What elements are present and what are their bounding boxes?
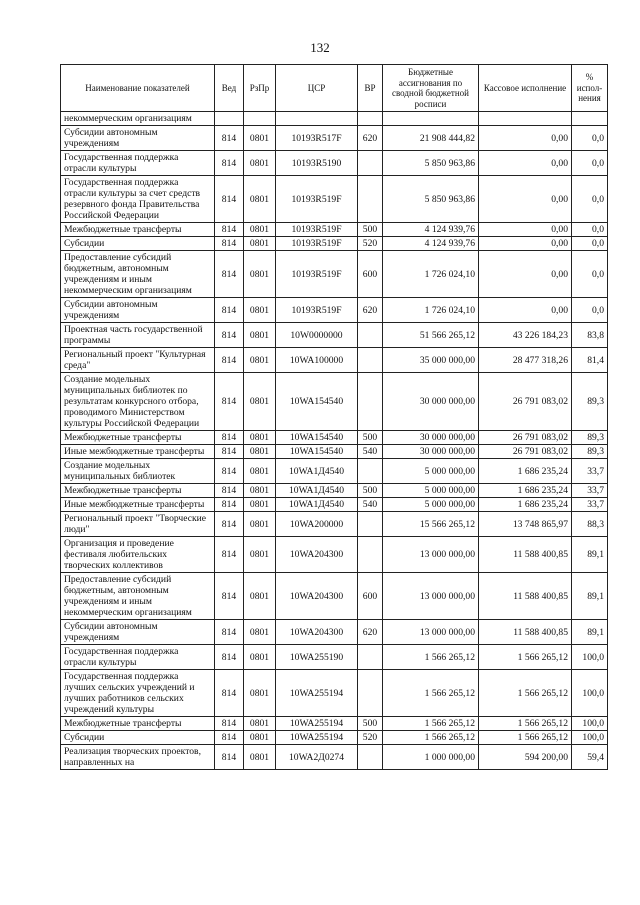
header-name: Наименование показателей bbox=[61, 65, 215, 112]
cell-rzpr: 0801 bbox=[244, 176, 276, 223]
cell-name: Государственная поддержка лучших сельских учреждений и лучших работников сельских учреждений культуры bbox=[61, 670, 215, 717]
cell-csr: 10193R519F bbox=[276, 176, 358, 223]
table-row bbox=[61, 537, 608, 573]
cell-percent: 0,0 bbox=[572, 176, 608, 223]
table-row bbox=[61, 237, 608, 251]
cell-ved: 814 bbox=[215, 645, 244, 670]
cell-assignments: 13 000 000,00 bbox=[383, 573, 479, 620]
cell-rzpr: 0801 bbox=[244, 237, 276, 251]
cell-assignments: 1 566 265,12 bbox=[383, 731, 479, 745]
cell-vr: 500 bbox=[358, 431, 383, 445]
cell-vr: 520 bbox=[358, 237, 383, 251]
cell-cash-execution: 28 477 318,26 bbox=[479, 348, 572, 373]
table-row bbox=[61, 126, 608, 151]
cell-ved: 814 bbox=[215, 323, 244, 348]
cell-assignments: 1 566 265,12 bbox=[383, 645, 479, 670]
cell-name: Государственная поддержка отрасли культуры bbox=[61, 151, 215, 176]
cell-cash-execution: 26 791 083,02 bbox=[479, 373, 572, 431]
cell-rzpr: 0801 bbox=[244, 670, 276, 717]
cell-csr: 10WA1Д4540 bbox=[276, 459, 358, 484]
cell-rzpr: 0801 bbox=[244, 223, 276, 237]
cell-ved: 814 bbox=[215, 431, 244, 445]
cell-name: Региональный проект "Культурная среда" bbox=[61, 348, 215, 373]
cell-ved: 814 bbox=[215, 484, 244, 498]
cell-csr: 10193R519F bbox=[276, 223, 358, 237]
cell-percent: 88,3 bbox=[572, 512, 608, 537]
cell-ved: 814 bbox=[215, 573, 244, 620]
cell-percent: 0,0 bbox=[572, 126, 608, 151]
cell-cash-execution: 11 588 400,85 bbox=[479, 620, 572, 645]
cell-percent: 83,8 bbox=[572, 323, 608, 348]
cell-assignments: 30 000 000,00 bbox=[383, 445, 479, 459]
cell-vr: 600 bbox=[358, 251, 383, 298]
cell-csr: 10WA255194 bbox=[276, 731, 358, 745]
cell-percent: 100,0 bbox=[572, 731, 608, 745]
cell-cash-execution: 1 686 235,24 bbox=[479, 484, 572, 498]
cell-vr bbox=[358, 151, 383, 176]
cell-ved: 814 bbox=[215, 348, 244, 373]
cell-vr bbox=[358, 373, 383, 431]
cell-assignments: 51 566 265,12 bbox=[383, 323, 479, 348]
cell-assignments: 1 726 024,10 bbox=[383, 298, 479, 323]
cell-csr: 10WA255190 bbox=[276, 645, 358, 670]
cell-cash-execution: 1 566 265,12 bbox=[479, 717, 572, 731]
cell-ved: 814 bbox=[215, 151, 244, 176]
cell-rzpr: 0801 bbox=[244, 731, 276, 745]
cell-cash-execution: 1 566 265,12 bbox=[479, 670, 572, 717]
cell-name: Субсидии автономным учреждениям bbox=[61, 126, 215, 151]
cell-ved: 814 bbox=[215, 670, 244, 717]
cell-assignments: 13 000 000,00 bbox=[383, 537, 479, 573]
cell-name: Организация и проведение фестиваля любительских творческих коллективов bbox=[61, 537, 215, 573]
cell-cash-execution: 0,00 bbox=[479, 237, 572, 251]
cell-ved: 814 bbox=[215, 445, 244, 459]
cell-name: Региональный проект "Творческие люди" bbox=[61, 512, 215, 537]
cell-percent: 100,0 bbox=[572, 645, 608, 670]
cell-cash-execution: 0,00 bbox=[479, 176, 572, 223]
cell-percent: 0,0 bbox=[572, 298, 608, 323]
cell-csr: 10WA100000 bbox=[276, 348, 358, 373]
cell-csr: 10WA204300 bbox=[276, 573, 358, 620]
cell-rzpr: 0801 bbox=[244, 323, 276, 348]
cell-ved: 814 bbox=[215, 620, 244, 645]
cell-csr: 10WA204300 bbox=[276, 620, 358, 645]
cell-vr: 500 bbox=[358, 717, 383, 731]
cell-percent: 81,4 bbox=[572, 348, 608, 373]
cell-vr bbox=[358, 645, 383, 670]
header-vr: ВР bbox=[358, 65, 383, 112]
table-row bbox=[61, 112, 608, 126]
cell-name: Государственная поддержка отрасли культуры за счет средств резервного фонда Правительства Российской Федерации bbox=[61, 176, 215, 223]
table-row bbox=[61, 151, 608, 176]
cell-vr: 620 bbox=[358, 620, 383, 645]
cell-assignments: 5 000 000,00 bbox=[383, 498, 479, 512]
cell-cash-execution: 11 588 400,85 bbox=[479, 537, 572, 573]
cell-assignments bbox=[383, 112, 479, 126]
cell-cash-execution: 43 226 184,23 bbox=[479, 323, 572, 348]
cell-percent: 89,1 bbox=[572, 537, 608, 573]
cell-percent: 0,0 bbox=[572, 223, 608, 237]
cell-assignments: 35 000 000,00 bbox=[383, 348, 479, 373]
cell-name: Создание модельных муниципальных библиотек bbox=[61, 459, 215, 484]
cell-rzpr: 0801 bbox=[244, 298, 276, 323]
cell-assignments: 15 566 265,12 bbox=[383, 512, 479, 537]
cell-vr bbox=[358, 512, 383, 537]
cell-ved: 814 bbox=[215, 731, 244, 745]
cell-csr: 10193R519F bbox=[276, 251, 358, 298]
table-row bbox=[61, 298, 608, 323]
cell-vr: 620 bbox=[358, 298, 383, 323]
table-row bbox=[61, 223, 608, 237]
cell-name: Межбюджетные трансферты bbox=[61, 717, 215, 731]
cell-assignments: 30 000 000,00 bbox=[383, 431, 479, 445]
header-assignments: Бюджетные ассигнования по сводной бюджетной росписи bbox=[383, 65, 479, 112]
cell-csr: 10WA154540 bbox=[276, 445, 358, 459]
cell-vr: 520 bbox=[358, 731, 383, 745]
cell-vr bbox=[358, 537, 383, 573]
cell-cash-execution bbox=[479, 112, 572, 126]
cell-percent: 0,0 bbox=[572, 237, 608, 251]
header-percent: % испол-нения bbox=[572, 65, 608, 112]
cell-assignments: 5 000 000,00 bbox=[383, 459, 479, 484]
cell-rzpr: 0801 bbox=[244, 745, 276, 770]
cell-rzpr: 0801 bbox=[244, 620, 276, 645]
cell-rzpr bbox=[244, 112, 276, 126]
cell-csr: 10193R5190 bbox=[276, 151, 358, 176]
cell-ved: 814 bbox=[215, 126, 244, 151]
cell-rzpr: 0801 bbox=[244, 573, 276, 620]
cell-rzpr: 0801 bbox=[244, 373, 276, 431]
cell-rzpr: 0801 bbox=[244, 717, 276, 731]
cell-percent: 89,3 bbox=[572, 445, 608, 459]
cell-vr: 500 bbox=[358, 484, 383, 498]
cell-ved: 814 bbox=[215, 176, 244, 223]
cell-percent: 33,7 bbox=[572, 484, 608, 498]
cell-assignments: 1 726 024,10 bbox=[383, 251, 479, 298]
cell-assignments: 21 908 444,82 bbox=[383, 126, 479, 151]
cell-assignments: 5 850 963,86 bbox=[383, 151, 479, 176]
table-row bbox=[61, 645, 608, 670]
cell-csr: 10WA255194 bbox=[276, 670, 358, 717]
cell-cash-execution: 26 791 083,02 bbox=[479, 431, 572, 445]
cell-cash-execution: 26 791 083,02 bbox=[479, 445, 572, 459]
cell-name: Иные межбюджетные трансферты bbox=[61, 498, 215, 512]
cell-ved: 814 bbox=[215, 512, 244, 537]
cell-assignments: 5 000 000,00 bbox=[383, 484, 479, 498]
cell-csr: 10WA200000 bbox=[276, 512, 358, 537]
cell-rzpr: 0801 bbox=[244, 126, 276, 151]
cell-assignments: 30 000 000,00 bbox=[383, 373, 479, 431]
cell-name: Проектная часть государственной программы bbox=[61, 323, 215, 348]
table-row bbox=[61, 251, 608, 298]
cell-percent: 100,0 bbox=[572, 717, 608, 731]
table-row bbox=[61, 717, 608, 731]
cell-cash-execution: 13 748 865,97 bbox=[479, 512, 572, 537]
table-row bbox=[61, 498, 608, 512]
cell-percent: 33,7 bbox=[572, 498, 608, 512]
table-row bbox=[61, 731, 608, 745]
header-cash-execution: Кассовое исполнение bbox=[479, 65, 572, 112]
page-number: 132 bbox=[310, 40, 330, 55]
table-row bbox=[61, 745, 608, 770]
cell-cash-execution: 0,00 bbox=[479, 298, 572, 323]
cell-assignments: 13 000 000,00 bbox=[383, 620, 479, 645]
cell-name: Субсидии bbox=[61, 731, 215, 745]
table-row bbox=[61, 431, 608, 445]
cell-name: Создание модельных муниципальных библиотек по результатам конкурсного отбора, проводимого Министерством культуры Российской Федерации bbox=[61, 373, 215, 431]
cell-cash-execution: 594 200,00 bbox=[479, 745, 572, 770]
cell-ved: 814 bbox=[215, 237, 244, 251]
table-row bbox=[61, 445, 608, 459]
cell-percent: 89,3 bbox=[572, 431, 608, 445]
cell-ved: 814 bbox=[215, 459, 244, 484]
header-csr: ЦСР bbox=[276, 65, 358, 112]
header-ved: Вед bbox=[215, 65, 244, 112]
cell-name: Межбюджетные трансферты bbox=[61, 223, 215, 237]
cell-assignments: 1 566 265,12 bbox=[383, 717, 479, 731]
cell-csr: 10193R519F bbox=[276, 298, 358, 323]
cell-name: Предоставление субсидий бюджетным, автономным учреждениям и иным некоммерческим организациям bbox=[61, 573, 215, 620]
cell-ved: 814 bbox=[215, 537, 244, 573]
cell-percent: 0,0 bbox=[572, 251, 608, 298]
table-row bbox=[61, 323, 608, 348]
cell-vr bbox=[358, 348, 383, 373]
cell-csr: 10W0000000 bbox=[276, 323, 358, 348]
cell-cash-execution: 11 588 400,85 bbox=[479, 573, 572, 620]
cell-cash-execution: 1 686 235,24 bbox=[479, 498, 572, 512]
cell-percent: 59,4 bbox=[572, 745, 608, 770]
table-header-row bbox=[61, 65, 608, 112]
cell-cash-execution: 1 566 265,12 bbox=[479, 645, 572, 670]
cell-percent bbox=[572, 112, 608, 126]
table-row bbox=[61, 670, 608, 717]
cell-name: Субсидии автономным учреждениям bbox=[61, 620, 215, 645]
table-row bbox=[61, 348, 608, 373]
cell-rzpr: 0801 bbox=[244, 151, 276, 176]
cell-vr: 540 bbox=[358, 445, 383, 459]
cell-rzpr: 0801 bbox=[244, 445, 276, 459]
budget-table bbox=[60, 64, 608, 770]
table-row bbox=[61, 512, 608, 537]
table-row bbox=[61, 176, 608, 223]
cell-cash-execution: 1 566 265,12 bbox=[479, 731, 572, 745]
cell-name: Межбюджетные трансферты bbox=[61, 431, 215, 445]
cell-vr: 600 bbox=[358, 573, 383, 620]
table-row bbox=[61, 573, 608, 620]
cell-csr: 10WA2Д0274 bbox=[276, 745, 358, 770]
cell-csr: 10WA255194 bbox=[276, 717, 358, 731]
cell-rzpr: 0801 bbox=[244, 431, 276, 445]
cell-rzpr: 0801 bbox=[244, 537, 276, 573]
cell-rzpr: 0801 bbox=[244, 484, 276, 498]
cell-percent: 89,1 bbox=[572, 573, 608, 620]
cell-vr: 620 bbox=[358, 126, 383, 151]
table-row bbox=[61, 484, 608, 498]
cell-vr bbox=[358, 459, 383, 484]
cell-vr bbox=[358, 670, 383, 717]
cell-vr bbox=[358, 176, 383, 223]
cell-rzpr: 0801 bbox=[244, 348, 276, 373]
cell-cash-execution: 0,00 bbox=[479, 151, 572, 176]
cell-ved: 814 bbox=[215, 373, 244, 431]
cell-vr bbox=[358, 745, 383, 770]
cell-ved: 814 bbox=[215, 251, 244, 298]
cell-percent: 33,7 bbox=[572, 459, 608, 484]
cell-csr bbox=[276, 112, 358, 126]
cell-csr: 10193R519F bbox=[276, 237, 358, 251]
cell-ved: 814 bbox=[215, 498, 244, 512]
cell-vr: 540 bbox=[358, 498, 383, 512]
cell-ved: 814 bbox=[215, 223, 244, 237]
cell-ved: 814 bbox=[215, 298, 244, 323]
cell-ved: 814 bbox=[215, 717, 244, 731]
cell-csr: 10WA154540 bbox=[276, 373, 358, 431]
cell-name: Государственная поддержка отрасли культуры bbox=[61, 645, 215, 670]
cell-name: Субсидии автономным учреждениям bbox=[61, 298, 215, 323]
cell-name: Предоставление субсидий бюджетным, автономным учреждениям и иным некоммерческим организациям bbox=[61, 251, 215, 298]
cell-assignments: 1 000 000,00 bbox=[383, 745, 479, 770]
cell-rzpr: 0801 bbox=[244, 512, 276, 537]
cell-percent: 100,0 bbox=[572, 670, 608, 717]
cell-percent: 89,3 bbox=[572, 373, 608, 431]
cell-vr: 500 bbox=[358, 223, 383, 237]
cell-assignments: 5 850 963,86 bbox=[383, 176, 479, 223]
cell-csr: 10WA1Д4540 bbox=[276, 498, 358, 512]
cell-rzpr: 0801 bbox=[244, 251, 276, 298]
cell-csr: 10WA1Д4540 bbox=[276, 484, 358, 498]
table-row bbox=[61, 373, 608, 431]
cell-vr bbox=[358, 323, 383, 348]
header-rzpr: РзПр bbox=[244, 65, 276, 112]
cell-assignments: 1 566 265,12 bbox=[383, 670, 479, 717]
cell-rzpr: 0801 bbox=[244, 645, 276, 670]
cell-csr: 10WA154540 bbox=[276, 431, 358, 445]
cell-vr bbox=[358, 112, 383, 126]
cell-percent: 0,0 bbox=[572, 151, 608, 176]
cell-cash-execution: 0,00 bbox=[479, 126, 572, 151]
cell-percent: 89,1 bbox=[572, 620, 608, 645]
table-row bbox=[61, 620, 608, 645]
cell-name: Реализация творческих проектов, направленных на bbox=[61, 745, 215, 770]
cell-name: Иные межбюджетные трансферты bbox=[61, 445, 215, 459]
cell-cash-execution: 1 686 235,24 bbox=[479, 459, 572, 484]
cell-ved: 814 bbox=[215, 745, 244, 770]
cell-name: некоммерческим организациям bbox=[61, 112, 215, 126]
cell-rzpr: 0801 bbox=[244, 459, 276, 484]
cell-assignments: 4 124 939,76 bbox=[383, 223, 479, 237]
cell-cash-execution: 0,00 bbox=[479, 223, 572, 237]
cell-name: Субсидии bbox=[61, 237, 215, 251]
cell-name: Межбюджетные трансферты bbox=[61, 484, 215, 498]
cell-rzpr: 0801 bbox=[244, 498, 276, 512]
cell-cash-execution: 0,00 bbox=[479, 251, 572, 298]
table-row bbox=[61, 459, 608, 484]
cell-assignments: 4 124 939,76 bbox=[383, 237, 479, 251]
cell-csr: 10WA204300 bbox=[276, 537, 358, 573]
cell-csr: 10193R517F bbox=[276, 126, 358, 151]
cell-ved bbox=[215, 112, 244, 126]
